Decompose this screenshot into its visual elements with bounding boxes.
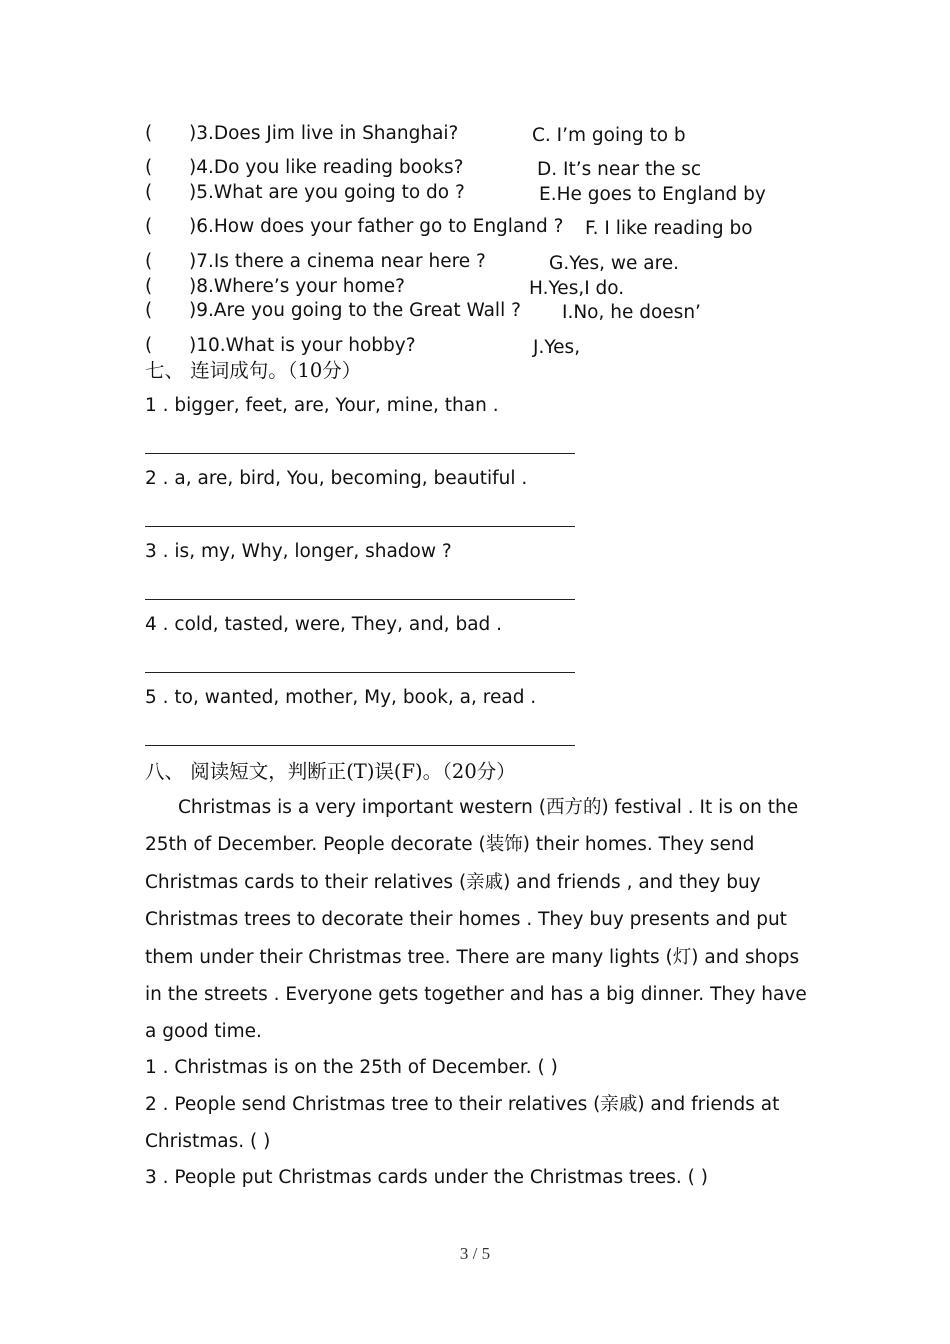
- answer-paren: (: [145, 123, 153, 144]
- passage-text: Christmas is a very important western (西方的) festival . It is on the 25th of December. People decorate (装饰) their homes. They send Christmas cards to their relatives (亲戚) and friends , and they buy Christmas trees to decorate their homes . They buy presents and put them under their Christmas tree. There are many lights (灯) and shops in the streets . Everyone gets together and has a big dinner. They have a good time.: [145, 797, 807, 1043]
- answer-line[interactable]: [145, 526, 575, 527]
- matching-answer: J.Yes,: [533, 337, 581, 358]
- answer-line[interactable]: [145, 453, 575, 454]
- matching-row: [145, 278, 405, 297]
- section-7-title: 七、 连词成句。（10分）: [145, 359, 362, 382]
- sentence-prompt: 1 . bigger, feet, are, Your, mine, than .: [145, 395, 499, 416]
- tf-statement: 2 . People send Christmas tree to their relatives (亲戚) and friends at Christmas. ( ): [145, 1094, 780, 1152]
- reading-passage: [145, 789, 815, 1051]
- answer-paren: (: [145, 300, 153, 321]
- sentence-prompt: 3 . is, my, Why, longer, shadow ?: [145, 541, 452, 562]
- page-number: 3 / 5: [459, 1244, 491, 1263]
- matching-answer: E.He goes to England by: [539, 184, 766, 205]
- matching-answer: I.No, he doesn’: [562, 302, 701, 323]
- matching-question: )9.Are you going to the Great Wall ?: [189, 300, 521, 321]
- matching-question: )8.Where’s your home?: [189, 276, 405, 297]
- matching-question: )7.Is there a cinema near here ?: [189, 251, 486, 272]
- matching-row: [145, 218, 563, 237]
- matching-answer: H.Yes,I do.: [529, 278, 625, 299]
- answer-paren: (: [145, 157, 153, 178]
- matching-answer: D. It’s near the sc: [537, 159, 702, 180]
- answer-line[interactable]: [145, 672, 575, 673]
- matching-row: [145, 159, 463, 178]
- matching-question: )10.What is your hobby?: [189, 335, 416, 356]
- sentence-prompt: 2 . a, are, bird, You, becoming, beautiful .: [145, 468, 528, 489]
- matching-answer: F. I like reading bo: [585, 218, 753, 239]
- matching-question: )5.What are you going to do ?: [189, 182, 465, 203]
- answer-paren: (: [145, 182, 153, 203]
- tf-statement: 1 . Christmas is on the 25th of December. ( ): [145, 1057, 558, 1078]
- matching-row: [145, 337, 416, 356]
- section-8-title: 八、 阅读短文，判断正(T)误(F)。（20分）: [145, 760, 516, 783]
- matching-question: )6.How does your father go to England ?: [189, 216, 564, 237]
- answer-paren: (: [145, 335, 153, 356]
- matching-answer: G.Yes, we are.: [549, 253, 680, 274]
- matching-row: [145, 125, 458, 144]
- answer-line[interactable]: [145, 599, 575, 600]
- answer-paren: (: [145, 216, 153, 237]
- answer-paren: (: [145, 251, 153, 272]
- matching-row: [145, 184, 465, 203]
- matching-question: )4.Do you like reading books?: [189, 157, 464, 178]
- tf-statement: 3 . People put Christmas cards under the Christmas trees. ( ): [145, 1167, 708, 1188]
- matching-row: [145, 302, 521, 321]
- sentence-prompt: 4 . cold, tasted, were, They, and, bad .: [145, 614, 503, 635]
- sentence-prompt: 5 . to, wanted, mother, My, book, a, read .: [145, 687, 537, 708]
- matching-answer: C. I’m going to b: [532, 125, 686, 146]
- answer-paren: (: [145, 276, 153, 297]
- answer-line[interactable]: [145, 745, 575, 746]
- matching-question: )3.Does Jim live in Shanghai?: [189, 123, 459, 144]
- matching-row: [145, 253, 486, 272]
